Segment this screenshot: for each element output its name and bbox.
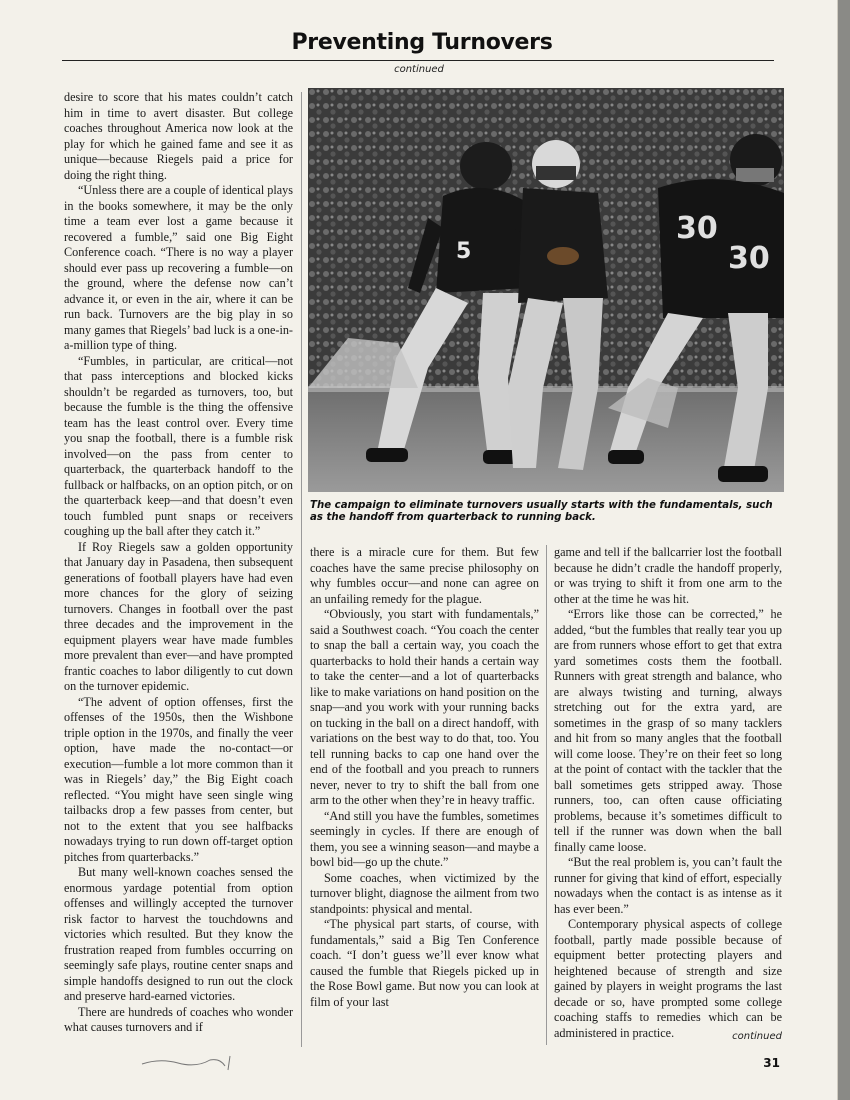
paragraph: “And still you have the fumbles, sometimes seemingly in cycles. If there are enough of them, you see a winning season—and maybe a bowl bid—go up the chute.” [310, 808, 539, 869]
paragraph: “Errors like those can be corrected,” he added, “but the fumbles that really tear you up are from runners whose effort to get that extra yard sometimes costs them the football. Runners with great strength and balance, who are always twisting and turning, always stretching out for the extra yard, are sometimes in the grasp of so many tacklers and hit from so many angles that the football will come loose. They’re on their feet so long at the point of contact with the tackler that the ball sometimes gets stripped away. Those runners, too, can often cause officiating problems, because it’s sometimes difficult to tell if the runner was down when the ball finally came loose. [554, 607, 782, 854]
paragraph: Some coaches, when victimized by the turnover blight, diagnose the ailment from two standpoints: physical and mental. [310, 870, 539, 916]
header-rule [62, 60, 774, 61]
paragraph: “The advent of option offenses, first the offenses of the 1950s, then the Wishbone triple option in the 1970s, and finally the veer option, have made the no-contact—or execution—fumble a lot more common than it was in Riegels’ day,” the Big Eight coach reflected. “You might have seen single wing tailbacks drop a few passes from center, but not to the extent that you see halfbacks nowadays trying to run down off-target option pitches from quarterbacks.” [64, 694, 293, 864]
paragraph: “The physical part starts, of course, with fundamentals,” said a Big Ten Conference coach. “I don’t guess we’ll ever know what caused the fumble that Riegels picked up in the Rose Bowl game. But now you can look at film of your last [310, 917, 539, 1009]
paragraph: But many well-known coaches sensed the enormous yardage potential from option offenses and willingly accepted the turnover risk factor to harvest the touchdowns and victories which resulted. But they know the frustration reaped from fumbles occurring on seemingly safe plays, routine center snaps and simple handoffs designed to run out the clock and preserve hard-earned victories. [64, 865, 293, 1003]
jersey-number: 30 [676, 211, 718, 246]
paragraph: “Obviously, you start with fundamentals,” said a Southwest coach. “You coach the center to snap the ball a certain way, you coach the quarterbacks to hold their hands a certain way to take the center—and a lot of quarterbacks like to make variations on hand position on the snap—and you work with your running backs on tucking in the ball on a direct handoff, with variations on the best way to do that, too. You tell running backs to cap one hand over the end of the football and you preach to runners never, never to try to shift the ball from one arm to the other when they’re in heavy traffic. [310, 607, 539, 807]
column-divider [301, 92, 302, 1047]
photo-caption: The campaign to eliminate turnovers usually starts with the fundamentals, such as the handoff from quarterback to running back. [310, 500, 773, 523]
article-column-3 [554, 545, 782, 1041]
article-column-2 [310, 545, 539, 1010]
column-divider [546, 545, 547, 1045]
handoff-illustration [308, 88, 784, 492]
article-title: Preventing Turnovers [291, 30, 553, 55]
article-column-1 [64, 90, 293, 1036]
paragraph: There are hundreds of coaches who wonder what causes turnovers and if [64, 1004, 293, 1034]
pencil-scribble [140, 1052, 250, 1072]
paragraph: If Roy Riegels saw a golden opportunity that January day in Pasadena, then subsequent generations of football players have had even more chances for the glory of seizing turnovers. Changes in football over the past three decades and the improvement in the equipment players wear have made fumbles more prevalent than ever—and have prompted frantic coaches to labor diligently to cut down on the turnover epidemic. [64, 539, 293, 693]
continued-label-bottom: continued [732, 1031, 782, 1042]
paragraph: “Fumbles, in particular, are critical—not that pass interceptions and blocked kicks shouldn’t be regarded as turnovers, too, but because the fumble is the thing the offensive team has the least control over. Every time you snap the football, there is a fumble risk involved—on the pass from center to quarterback, the quarterback handoff to the fullback or halfbacks, on an option pitch, or on the quarterback keep—and that doesn’t even touch fumbled punt snaps or receivers coughing up the ball after they catch it.” [64, 353, 293, 538]
football-photo [308, 88, 784, 492]
paragraph: “But the real problem is, you can’t fault the runner for giving that kind of effort, especially nowadays when the contact is as intense as it has ever been.” [554, 855, 782, 916]
paragraph: there is a miracle cure for them. But few coaches have the same precise philosophy on why fumbles occur—and none can agree on an unfailing remedy for the plague. [310, 545, 539, 606]
continued-label-top: continued [394, 64, 444, 75]
paragraph: game and tell if the ballcarrier lost the football because he didn’t cradle the handoff properly, or was trying to shift it from one arm to the other at the time he was hit. [554, 545, 782, 606]
paragraph: “Unless there are a couple of identical plays in the books somewhere, it may be the only time a team ever lost a game because it recovered a fumble,” said one Big Eight Conference coach. “There is no way a player should ever pass up recovering a fumble—on the ground, where the defense now can’t advance it, or even in the air, where it can be run back. Turnovers are the big play in so many games that Riegels’ bad luck is a one-in-a-million type of thing. [64, 183, 293, 352]
paragraph: Contemporary physical aspects of college football, partly made possible because of equipment better protecting players and heightened because of strength and size gained by players in weight programs the last decade or so, have prompted some college coaching staffs to remedies which can be administered in practice. [554, 917, 782, 1040]
jersey-number: 30 [728, 241, 770, 276]
page-number: 31 [763, 1056, 780, 1070]
jersey-number: 5 [456, 239, 472, 264]
paragraph: desire to score that his mates couldn’t catch him in time to avert disaster. But college coaches throughout America now look at the play for which he gained fame and see it as unique—because Riegels paid a price for doing the right thing. [64, 90, 293, 182]
